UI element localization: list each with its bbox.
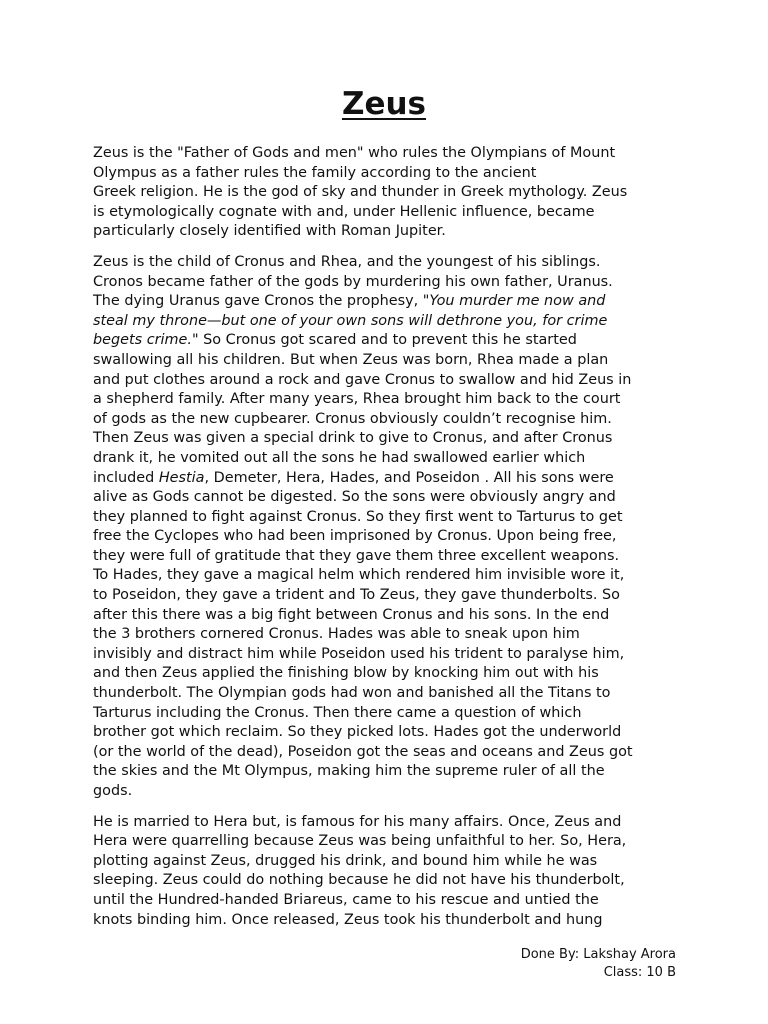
italic-text: "You murder me now and bbox=[422, 293, 606, 310]
text-run: Hera were quarrelling because Zeus was being unfaithful to her. So, Hera, bbox=[93, 833, 627, 850]
text-line bbox=[93, 645, 683, 665]
text-run: included bbox=[93, 469, 159, 486]
text-line bbox=[93, 911, 683, 931]
text-run: Zeus is the "Father of Gods and men" who rules the Olympians of Mount bbox=[93, 145, 616, 161]
text-line bbox=[93, 832, 683, 852]
text-line bbox=[93, 371, 683, 391]
text-run: Olympus as a father rules the family according to the ancient bbox=[93, 164, 537, 181]
text-line bbox=[93, 429, 683, 449]
text-line bbox=[93, 449, 683, 469]
text-line bbox=[93, 852, 683, 872]
text-run: a shepherd family. After many years, Rhea brought him back to the court bbox=[93, 391, 621, 408]
text-line bbox=[93, 586, 683, 606]
text-line bbox=[93, 566, 683, 586]
text-run: the skies and the Mt Olympus, making him the supreme ruler of all the bbox=[93, 763, 605, 780]
text-line bbox=[93, 488, 683, 508]
text-run: the 3 brothers cornered Cronus. Hades was able to sneak upon him bbox=[93, 626, 580, 643]
text-run: sleeping. Zeus could do nothing because he did not have his thunderbolt, bbox=[93, 872, 625, 889]
text-line bbox=[93, 312, 683, 332]
text-line bbox=[93, 743, 683, 763]
text-line bbox=[93, 684, 683, 704]
paragraph bbox=[93, 144, 683, 242]
text-run: Then Zeus was given a special drink to give to Cronus, and after Cronus bbox=[93, 430, 613, 447]
text-line bbox=[93, 547, 683, 567]
page-title: Zeus bbox=[341, 86, 427, 122]
text-line bbox=[93, 292, 683, 312]
text-run: Tarturus including the Cronus. Then there came a question of which bbox=[93, 704, 582, 721]
text-run: So Cronus got scared and to prevent this he started bbox=[198, 332, 577, 349]
text-run: swallowing all his children. But when Zeus was born, Rhea made a plan bbox=[93, 351, 609, 368]
text-run: particularly closely identified with Roman Jupiter. bbox=[93, 223, 446, 240]
text-line bbox=[93, 469, 683, 489]
text-run: Greek religion. He is the god of sky and thunder in Greek mythology. Zeus bbox=[93, 184, 628, 201]
text-line bbox=[93, 144, 683, 164]
text-run: , Demeter, Hera, Hades, and Poseidon . All his sons were bbox=[204, 469, 614, 486]
text-line bbox=[93, 664, 683, 684]
text-run: thunderbolt. The Olympian gods had won and banished all the Titans to bbox=[93, 685, 611, 702]
class-text: Class: 10 B bbox=[603, 965, 676, 980]
text-run: and put clothes around a rock and gave Cronus to swallow and hid Zeus in bbox=[93, 371, 632, 388]
done-by-text: Done By: Lakshay Arora bbox=[520, 947, 676, 962]
text-line bbox=[93, 813, 683, 833]
text-run: to Poseidon, they gave a trident and To Zeus, they gave thunderbolts. So bbox=[93, 587, 620, 604]
text-line bbox=[93, 606, 683, 626]
text-run: Zeus is the child of Cronus and Rhea, and the youngest of his siblings. bbox=[93, 253, 601, 270]
italic-text: steal my throne—but one of your own sons will dethrone you, for crime bbox=[93, 312, 608, 329]
text-line bbox=[93, 762, 683, 782]
text-run: drank it, he vomited out all the sons he had swallowed earlier which bbox=[93, 449, 586, 466]
text-line bbox=[93, 222, 683, 242]
text-run: The dying Uranus gave Cronos the prophesy, bbox=[93, 293, 423, 310]
text-run: gods. bbox=[93, 783, 133, 799]
text-line bbox=[93, 782, 683, 802]
text-run: and then Zeus applied the finishing blow by knocking him out with his bbox=[93, 665, 599, 682]
text-run: brother got which reclaim. So they picked lots. Hades got the underworld bbox=[93, 724, 622, 741]
text-run: they planned to fight against Cronus. So they first went to Tarturus to get bbox=[93, 508, 623, 525]
text-line bbox=[93, 410, 683, 430]
text-run: Cronos became father of the gods by murdering his own father, Uranus. bbox=[93, 273, 613, 290]
text-line bbox=[93, 723, 683, 743]
text-run: until the Hundred-handed Briareus, came to his rescue and untied the bbox=[93, 891, 599, 908]
text-line bbox=[93, 331, 683, 351]
text-run: they were full of gratitude that they gave them three excellent weapons. bbox=[93, 547, 620, 564]
text-line bbox=[93, 183, 683, 203]
italic-text: Hestia bbox=[158, 469, 205, 486]
text-run: invisibly and distract him while Poseidon used his trident to paralyse him, bbox=[93, 645, 625, 662]
text-run: knots binding him. Once released, Zeus took his thunderbolt and hung bbox=[93, 911, 603, 928]
text-line bbox=[93, 390, 683, 410]
text-line bbox=[93, 527, 683, 547]
text-run: of gods as the new cupbearer. Cronus obviously couldn’t recognise him. bbox=[93, 410, 612, 427]
text-line bbox=[93, 508, 683, 528]
paragraph bbox=[93, 813, 683, 931]
text-run: alive as Gods cannot be digested. So the sons were obviously angry and bbox=[93, 489, 616, 506]
document-body bbox=[93, 144, 683, 941]
paragraph bbox=[93, 253, 683, 802]
signature-block bbox=[521, 946, 676, 982]
text-run: plotting against Zeus, drugged his drink, and bound him while he was bbox=[93, 852, 598, 869]
text-run: free the Cyclopes who had been imprisoned by Cronus. Upon being free, bbox=[93, 528, 617, 545]
text-line bbox=[93, 253, 683, 273]
text-run: is etymologically cognate with and, under Hellenic influence, became bbox=[93, 203, 595, 220]
text-run: after this there was a big fight between Cronus and his sons. In the end bbox=[93, 606, 610, 623]
text-line bbox=[93, 625, 683, 645]
text-line bbox=[93, 273, 683, 293]
text-line bbox=[93, 891, 683, 911]
text-line bbox=[93, 203, 683, 223]
text-run: He is married to Hera but, is famous for his many affairs. Once, Zeus and bbox=[93, 813, 622, 830]
text-line bbox=[93, 164, 683, 184]
text-line bbox=[93, 351, 683, 371]
text-line bbox=[93, 704, 683, 724]
text-run: To Hades, they gave a magical helm which rendered him invisible wore it, bbox=[93, 567, 625, 584]
text-line bbox=[93, 871, 683, 891]
text-run: (or the world of the dead), Poseidon got the seas and oceans and Zeus got bbox=[93, 743, 633, 760]
italic-text: begets crime." bbox=[93, 332, 199, 349]
